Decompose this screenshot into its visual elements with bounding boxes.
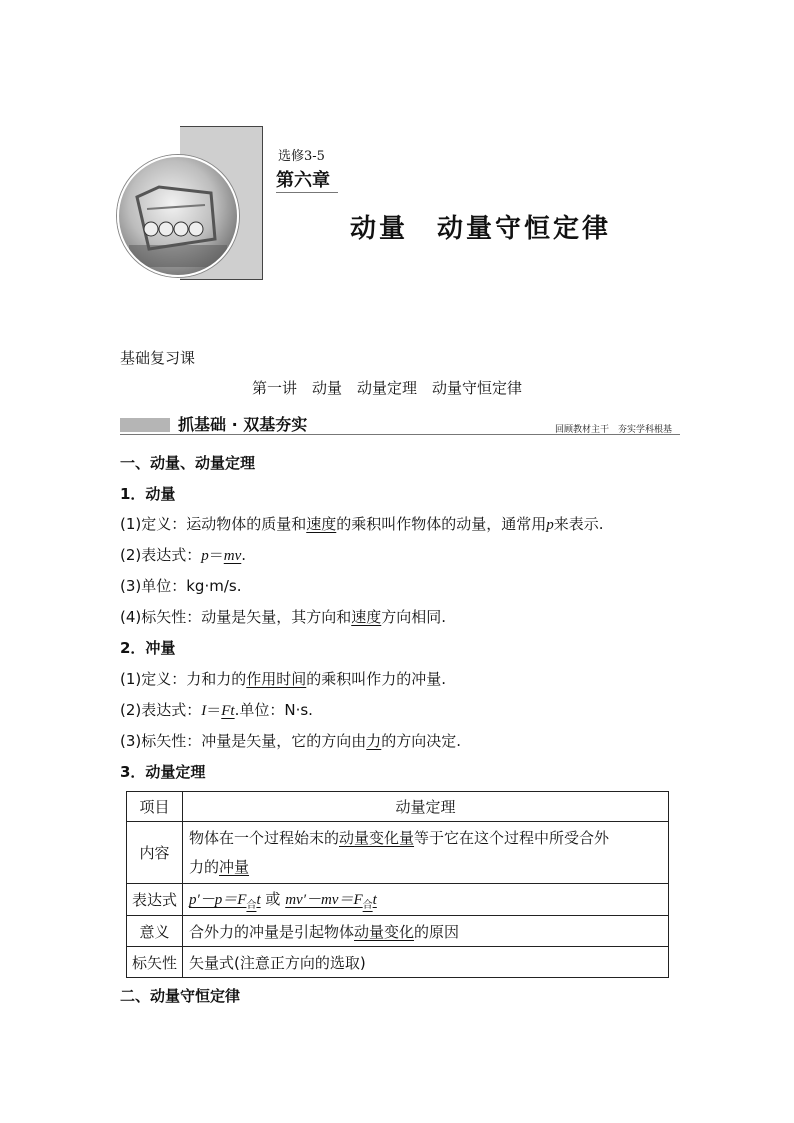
momentum-vector: (4)标矢性：动量是矢量，其方向和速度方向相同.: [120, 608, 447, 626]
impulse-expression: (2)表达式：I＝Ft.单位：N·s.: [120, 701, 313, 719]
subsection-heading: 3．动量定理: [120, 763, 206, 781]
table-label-cell: 内容: [127, 822, 183, 884]
chapter-title: 动量 动量守恒定律: [350, 214, 612, 244]
section-heading: 二、动量守恒定律: [120, 987, 241, 1005]
banner-bar: [120, 418, 170, 432]
table-row: [127, 916, 669, 947]
course-label: 基础复习课: [120, 349, 196, 367]
impulse-definition: (1)定义：力和力的作用时间的乘积叫作力的冲量.: [120, 670, 447, 688]
table-header-cell: 动量定理: [183, 792, 669, 822]
table-value-cell: 合外力的冲量是引起物体动量变化的原因: [183, 916, 669, 947]
table-row: [127, 822, 669, 884]
momentum-theorem-table: [126, 791, 669, 978]
table-row: [127, 947, 669, 978]
table-row: [127, 884, 669, 916]
table-row: [127, 792, 669, 822]
chapter-underline: [276, 192, 338, 193]
momentum-expression: (2)表达式：p＝mv.: [120, 546, 247, 564]
table-value-cell: 矢量式(注意正方向的选取): [183, 947, 669, 978]
momentum-unit: (3)单位：kg·m/s.: [120, 577, 242, 595]
subsection-heading: 2．冲量: [120, 639, 176, 657]
chapter-number: 第六章: [276, 170, 330, 191]
subsection-heading: 1．动量: [120, 485, 176, 503]
table-value-cell: $p'-p=F_合t$ 或 $mv'-mv=F_合t$: [183, 884, 669, 916]
chapter-cover-photo: [117, 155, 239, 277]
table-value-cell: 物体在一个过程始末的动量变化量等于它在这个过程中所受合外 力的冲量: [183, 822, 669, 884]
table-label-cell: 表达式: [127, 884, 183, 916]
table-header-cell: 项目: [127, 792, 183, 822]
elective-label: 选修3-5: [278, 149, 325, 164]
banner-note: 回顾教材主干 夯实学科根基: [555, 425, 673, 435]
lecture-title: 第一讲 动量 动量定理 动量守恒定律: [252, 379, 523, 397]
section-heading: 一、动量、动量定理: [120, 454, 256, 472]
banner-title: 抓基础 · 双基夯实: [178, 415, 308, 434]
table-label-cell: 标矢性: [127, 947, 183, 978]
momentum-definition: (1)定义：运动物体的质量和速度的乘积叫作物体的动量，通常用p来表示.: [120, 515, 604, 533]
impulse-vector: (3)标矢性：冲量是矢量，它的方向由力的方向决定.: [120, 732, 462, 750]
table-label-cell: 意义: [127, 916, 183, 947]
